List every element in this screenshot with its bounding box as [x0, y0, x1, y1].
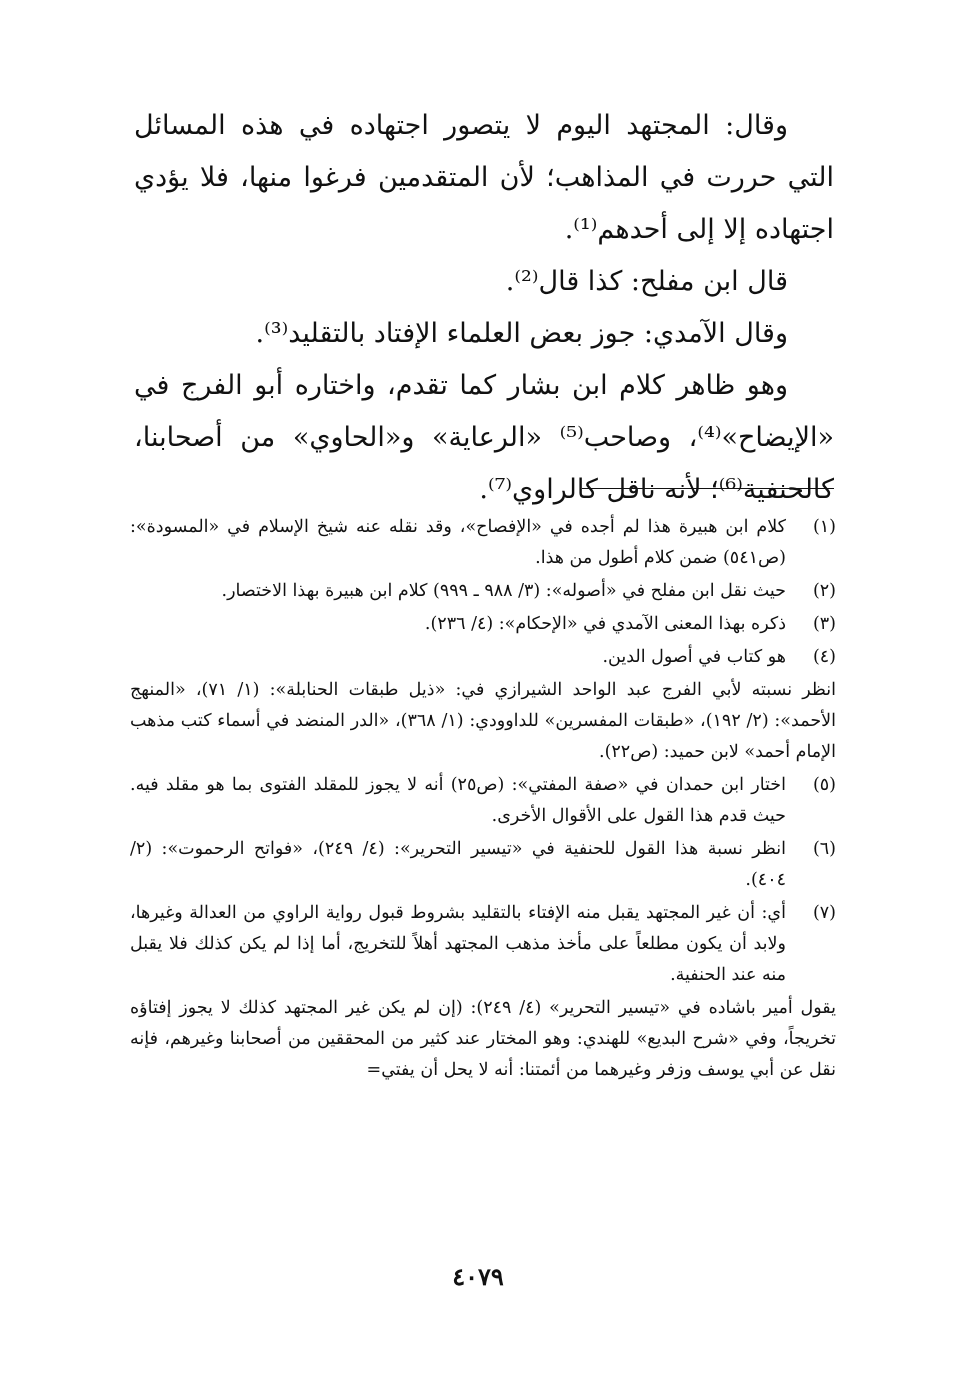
footnote-text: ذكره بهذا المعنى الآمدي في «الإحكام»: (٤/ ٢٣٦). — [424, 614, 786, 634]
main-paragraph: وقال الآمدي: جوز بعض العلماء الإفتاد بالتقليد⁽³⁾. — [255, 318, 788, 349]
footnote-item — [130, 834, 836, 896]
footnote-text: انظر نسبة هذا القول للحنفية في «تيسير التحرير»: (٤/ ٢٤٩)، «فواتح الرحموت»: (٢/ ٤٠٤). — [130, 839, 786, 890]
footnote-number: (٦) — [812, 839, 836, 859]
footnotes-section — [130, 512, 836, 1088]
footnote-item — [130, 512, 836, 574]
footnote-text: كلام ابن هبيرة هذا لم أجده في «الإفصاح»، وقد نقله عنه شيخ الإسلام في «المسودة»: (ص٥٤١) ضمن كلام أطول من هذا. — [130, 517, 786, 568]
footnote-text: اختار ابن حمدان في «صفة المفتي»: (ص٢٥) أنه لا يجوز للمقلد الفتوى بما هو مقلد فيه. حيث قدم هذا القول على الأقوال الأخرى. — [130, 775, 786, 826]
footnote-number: (١) — [812, 517, 836, 537]
footnote-continuation: انظر نسبته لأبي الفرج عبد الواحد الشيرازي في: «ذيل طبقات الحنابلة»: (١/ ٧١)، «المنهج الأحمد»: (٢/ ١٩٢)، «طبقات المفسرين» للداوودي: (١/ ٣٦٨)، «الدر المنضد في أسماء كتب مذهب الإمام أحمد» لابن حميد: (ص٢٢). — [130, 680, 836, 762]
footnote-item — [130, 609, 836, 640]
footnote-text: هو كتاب في أصول الدين. — [602, 647, 786, 667]
footnote-number: (٢) — [812, 581, 836, 601]
footnote-continuation: يقول أمير باشاده في «تيسير التحرير» (٤/ ٢٤٩): (إن لم يكن غير المجتهد كذلك لا يجوز إفتاؤه تخريجاً، وفي «شرح البديع» للهندي: وهو المختار عند كثير من المحققين من أصحابنا وغيرهم، فإنه نقل عن أبي يوسف وزفر وغيرهما من أئمتنا: أنه لا يحل أن يفتي= — [130, 998, 836, 1080]
main-paragraph: وقال: المجتهد اليوم لا يتصور اجتهاده في هذه المسائل التي حررت في المذاهب؛ لأن المتقدمين فرغوا منها، فلا يؤدي اجتهاده إلا إلى أحدهم⁽¹⁾. — [134, 110, 834, 245]
footnote-number: (٥) — [812, 775, 836, 795]
main-text-body — [134, 100, 834, 516]
footnote-item — [130, 770, 836, 832]
main-paragraph: وهو ظاهر كلام ابن بشار كما تقدم، واختاره أبو الفرج في «الإيضاح»⁽⁴⁾، وصاحب⁽⁵⁾ «الرعاية» و«الحاوي» من أصحابنا، كالحنفية⁽⁶⁾؛ لأنه ناقل كالراوي⁽⁷⁾. — [134, 370, 834, 505]
footnote-number: (٤) — [812, 647, 836, 667]
footnote-text: حيث نقل ابن مفلح في «أصوله»: (٣/ ٩٨٨ ـ ٩٩٩) كلام ابن هبيرة بهذا الاختصار. — [221, 581, 786, 601]
main-paragraph: قال ابن مفلح: كذا قال⁽²⁾. — [505, 266, 788, 297]
footnote-text: أي: أن غير المجتهد يقبل منه الإفتاء بالتقليد بشروط قبول رواية الراوي من العدالة وغيرها، ولابد أن يكون مطلعاً على مأخذ مذهب المجتهد أهلاً للتخريج، أما إذا لم يكن كذلك فلا يقبل منه عند الحنفية. — [130, 903, 786, 985]
footnote-number: (٣) — [812, 614, 836, 634]
footnote-number: (٧) — [812, 903, 836, 923]
footnote-divider — [582, 488, 834, 489]
footnote-item — [130, 576, 836, 607]
page-number: ٤٠٧٩ — [452, 1262, 504, 1291]
footnote-item — [130, 642, 836, 673]
footnote-item — [130, 898, 836, 991]
